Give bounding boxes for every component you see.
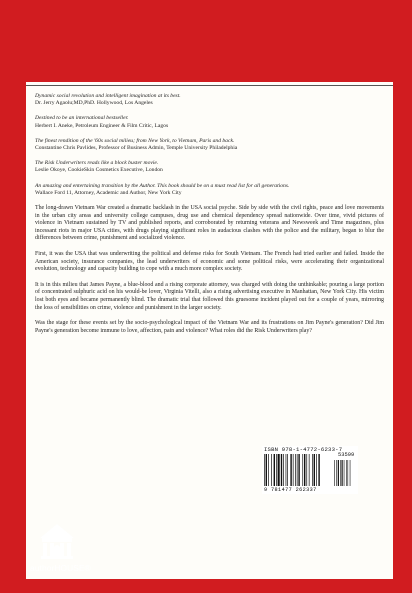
endorsement (35, 183, 384, 197)
endorsement-author: Leslie Okoye, CookieSkin Cosmetics Executive, London (35, 167, 163, 174)
house-logo-icon (38, 522, 76, 560)
synopsis (35, 205, 384, 335)
text-panel (26, 82, 393, 579)
publisher-name: authorHOUSE® (30, 563, 91, 573)
synopsis-paragraph: The long-drawn Vietnam War created a dramatic backlash in the USA social psyche. Side by side with the civil rights, peace and love movements in the urban city areas and university college campuses, drug use and chemical dependency spread nationwide. Over time, vivid pictures of violence in Vietnam sustained by TV and published reports, and corroborated by returning veterans and Newsweek and Time magazines, plus incessant riots in major USA cities, with drugs playing significant roles in audacious clashes with the police and the military, began to blur the differences between crime, punishment and socialized violence. (35, 205, 384, 242)
isbn-barcode (262, 446, 358, 494)
barcode-digits: 9 781477 262337 (264, 487, 317, 493)
endorsement-quote: The finest rendition of the '60s social milieu; from New York, to Vietnam, Paris and back. (35, 137, 235, 144)
synopsis-paragraph: It is in this milieu that James Payne, a blue-blood and a rising corporate attorney, was charged with doing the unthinkable; pouring a large portion of concentrated sulphuric acid on his would-be lover, Virginia Vitelli, also a rising advertising executive in Manhattan, New York City. His victim lost both eyes and became permanently blind. The dramatic trial that followed this gruesome incident played out for a couple of years, mirroring the loss of sensibilities on crime, violence and punishment in the larger society. (35, 281, 384, 311)
barcode-addon-number: 53599 (338, 452, 355, 458)
barcode-bars (264, 454, 356, 488)
endorsement-quote: Dynamic social revolution and intelligent imagination at its best. (35, 93, 181, 99)
endorsement-author: Wallace Ford 11, Attorney, Academic and Author, New York City (35, 189, 182, 196)
endorsements (35, 91, 384, 197)
endorsement-quote: An amazing and entertaining transition by the Author. This book should be on a must read list for all generations. (35, 182, 290, 189)
endorsement-quote: Destined to be an international bestseller. (35, 115, 129, 122)
endorsement (35, 160, 384, 174)
endorsement-author: Herbert I. Aneke, Petroleum Engineer & Film Critic, Lagos (35, 122, 169, 129)
endorsement (35, 115, 384, 129)
synopsis-paragraph: First, it was the USA that was underwriting the political and defense risks for South Vietnam. The French had tried earlier and failed. Inside the American society, insurance companies, the lead underwriters of economic and some political risks, were accelerating their organizational evolution, technology and capacity building to cope with a much more complex society. (35, 251, 384, 273)
endorsement-quote: The Risk Underwriters reads like a block buster movie. (35, 160, 159, 167)
synopsis-paragraph: Was the stage for these events set by the socio-psychological impact of the Vietnam War and its frustrations on Jim Payne's generation? Did Jim Payne's generation become immune to love, affection, pain and violence? What roles did the Risk Underwriters play? (35, 320, 384, 334)
isbn-text: ISBN 978-1-4772-6233-7 (264, 446, 343, 453)
publisher-logo (30, 522, 94, 582)
endorsement (35, 93, 384, 107)
endorsement-author: Dr. Jerry Agaolu;MD,PhD. Hollywood, Los Angeles (35, 100, 153, 107)
top-rule (26, 85, 393, 86)
endorsement (35, 138, 384, 152)
endorsement-author: Constantine Chris Pavlides, Professor of Business Admin, Temple University Philadelphia (35, 145, 238, 152)
